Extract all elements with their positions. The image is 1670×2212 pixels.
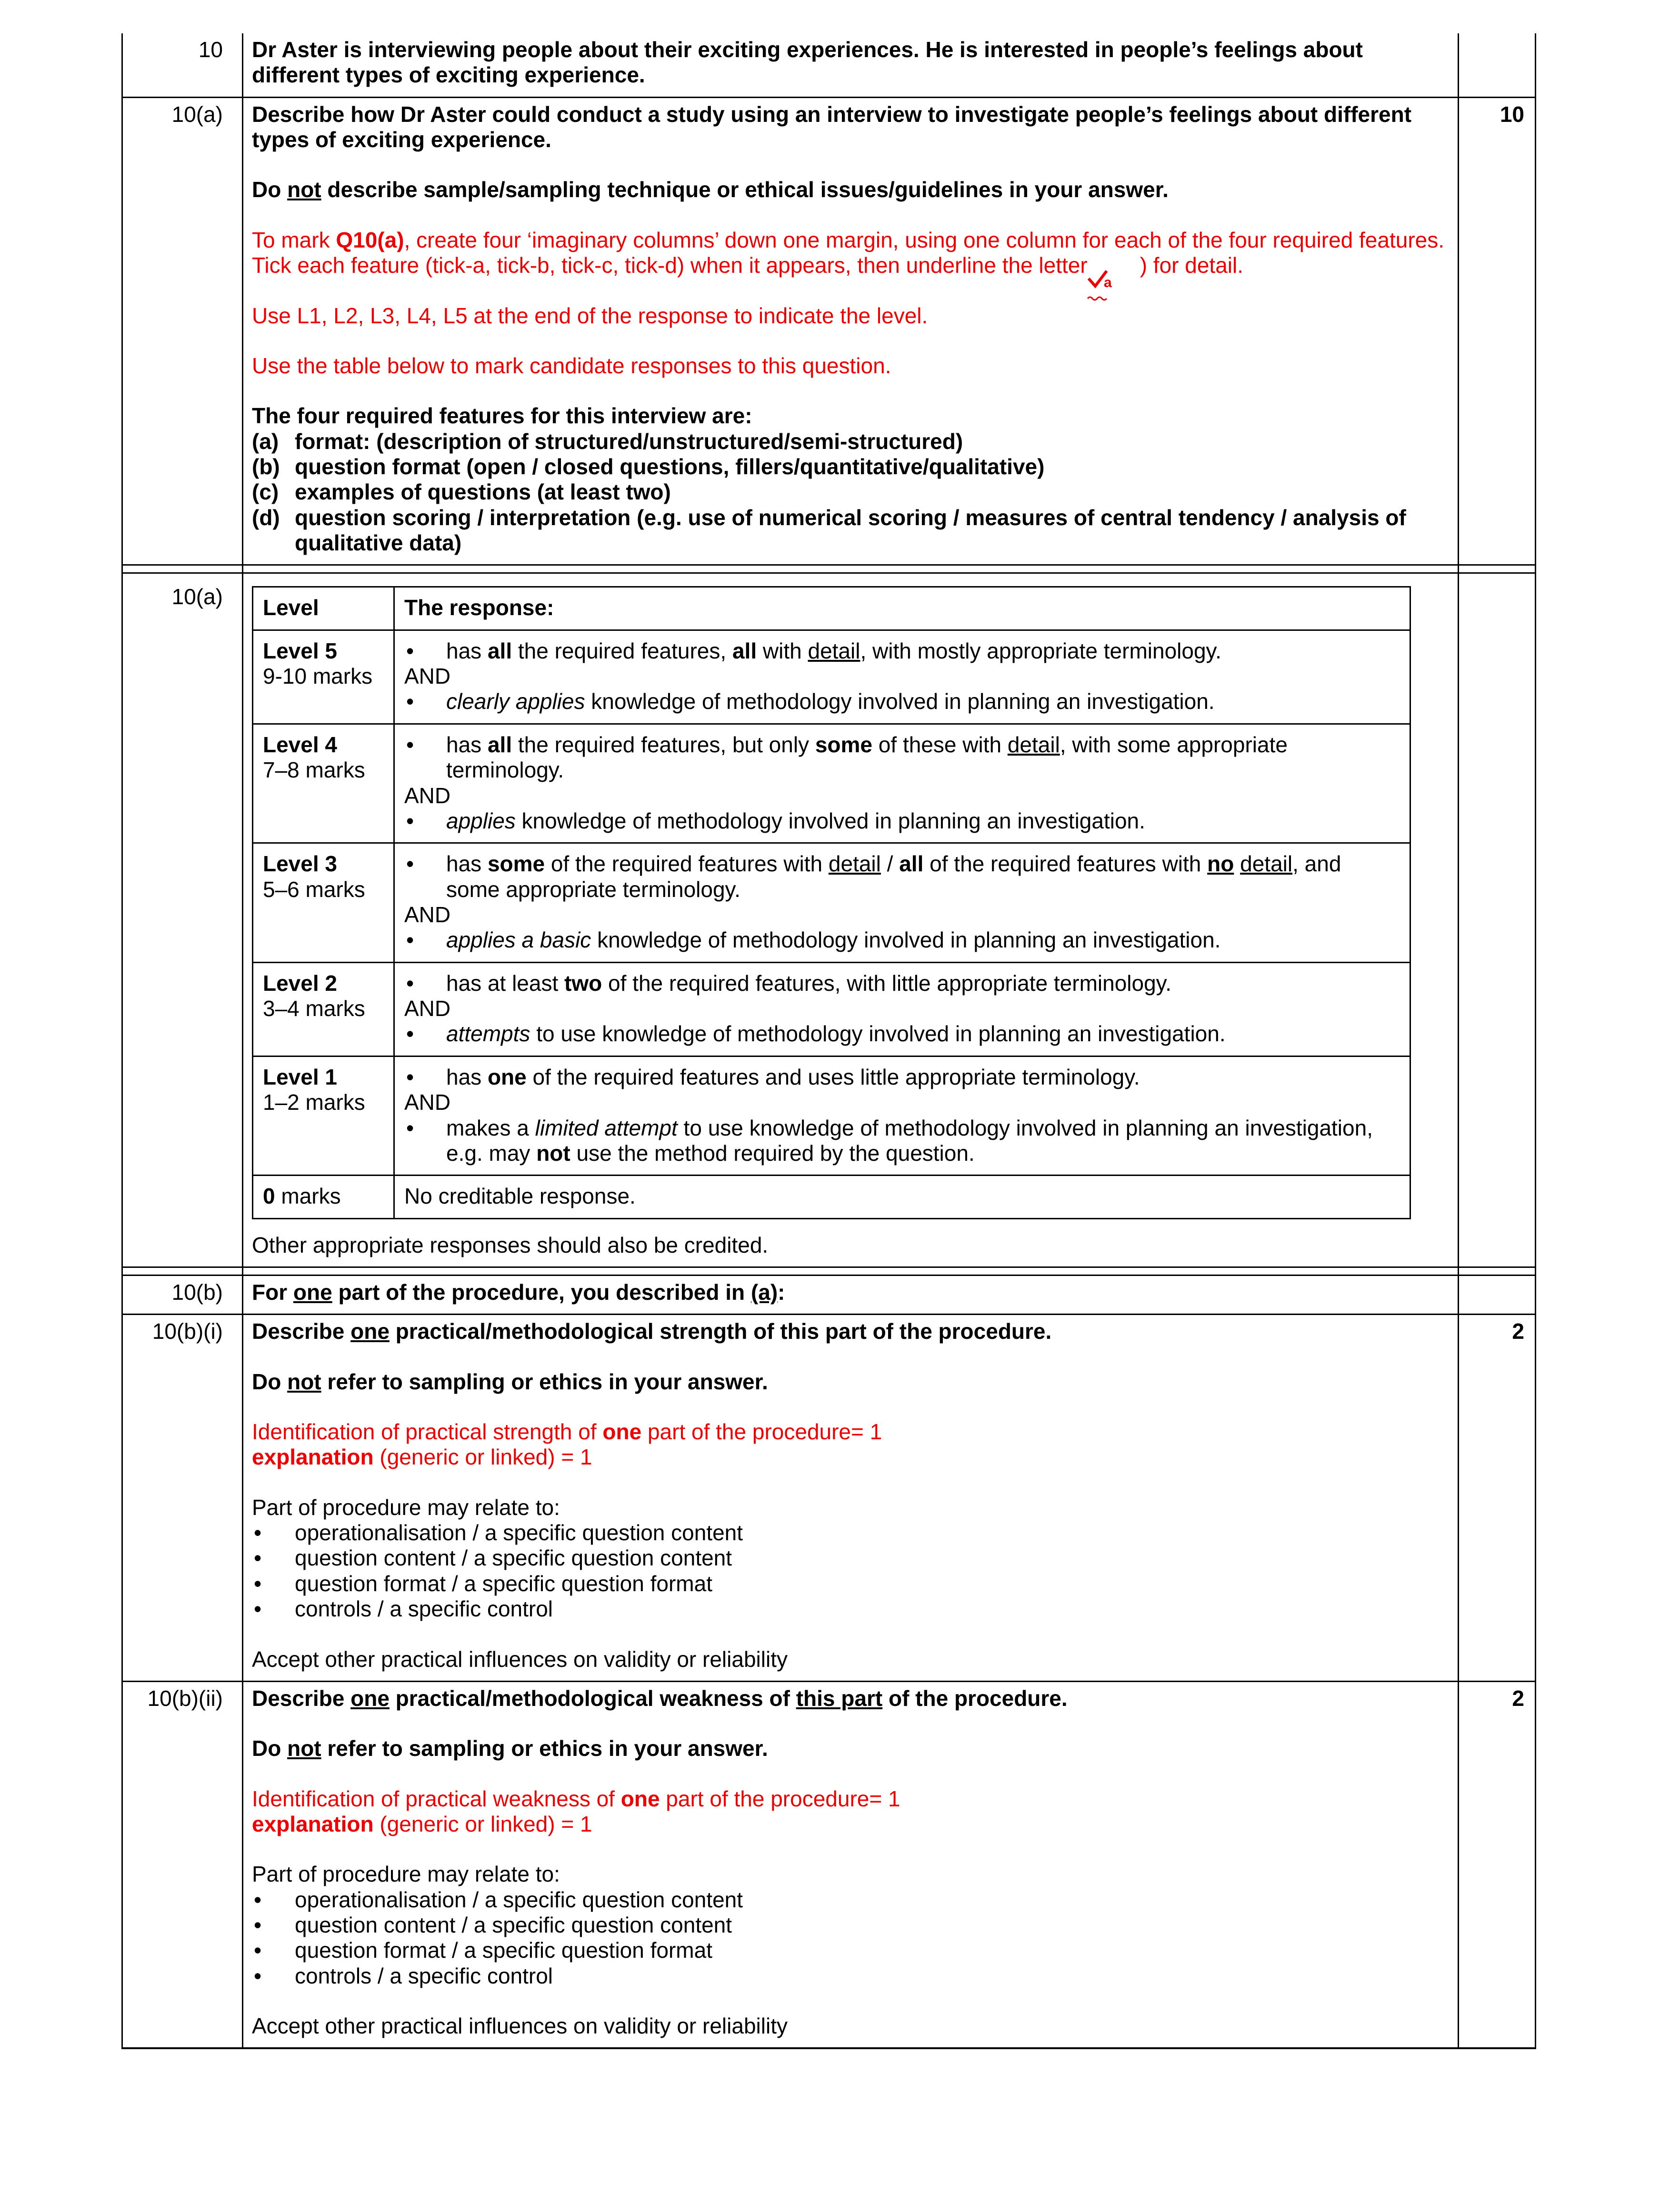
question-number: 10(a): [122, 97, 243, 565]
feature-item: (b) question format (open / closed questions, fillers/quantitative/qualitative): [252, 454, 1045, 479]
marks-cell: 2: [1459, 1681, 1536, 2048]
row-separator: [122, 565, 1536, 573]
row-separator: [122, 1267, 1536, 1275]
and-label: AND: [404, 996, 451, 1021]
procedure-parts-list: [252, 1520, 1449, 1622]
instruction-text: Do not describe sample/sampling technique or ethical issues/guidelines in your answer.: [252, 177, 1169, 202]
criterion: • applies knowledge of methodology involved in planning an investigation.: [404, 808, 1400, 834]
accept-note: Accept other practical influences on validity or reliability: [252, 2013, 788, 2039]
feature-item: (d) question scoring / interpretation (e.g. use of numerical scoring / measures of central tendency / analysis of qualitative data): [252, 505, 1406, 556]
zero-marks: 0: [263, 1184, 275, 1209]
level-0-row: 0 marks No creditable response.: [253, 1176, 1410, 1218]
question-10b-row: [122, 1275, 1536, 1314]
list-item: • controls / a specific control: [252, 1963, 1449, 1989]
list-item: • controls / a specific control: [252, 1596, 1449, 1622]
svg-text:a: a: [1103, 275, 1112, 291]
level-marks: 3–4 marks: [263, 996, 365, 1021]
mark-allocation: Identification of practical strength of one part of the procedure= 1 explanation (generic or linked) = 1: [252, 1419, 882, 1470]
question-10a-content: [243, 97, 1459, 565]
list-item: • question content / a specific question content: [252, 1913, 1449, 1938]
question-10b-text: For one part of the procedure, you described in (a):: [243, 1275, 1459, 1314]
marking-guidance-columns: To mark Q10(a), create four ‘imaginary columns’ down one margin, using one column for each of the four required features. Tick each feature (tick-a, tick-b, tick-c, tick-d) when it appears, then underline the letter a ) for detail.: [252, 228, 1449, 279]
level-2-row: [253, 962, 1410, 1056]
list-item: • question content / a specific question content: [252, 1545, 1449, 1571]
level-5-row: [253, 630, 1410, 724]
list-item: • question format / a specific question format: [252, 1938, 1449, 1963]
question-10a-row: [122, 97, 1536, 565]
features-heading: The four required features for this interview are:: [252, 403, 752, 428]
marks-cell: 2: [1459, 1315, 1536, 1682]
criterion: • has all the required features, but only some of these with detail, with some appropriate terminology.: [404, 732, 1400, 783]
marking-guidance-levels: Use L1, L2, L3, L4, L5 at the end of the response to indicate the level.: [252, 303, 928, 328]
criterion: • attempts to use knowledge of methodology involved in planning an investigation.: [404, 1021, 1400, 1046]
procedure-parts-list: [252, 1887, 1449, 1989]
level-marks: 7–8 marks: [263, 757, 365, 783]
question-10bi-content: [243, 1315, 1459, 1682]
question-number: 10(a): [122, 573, 243, 1267]
and-label: AND: [404, 664, 451, 689]
accept-note: Accept other practical influences on validity or reliability: [252, 1646, 788, 1672]
level-4-row: [253, 724, 1410, 843]
level-name: Level 4: [263, 732, 337, 757]
level-name: Level 1: [263, 1064, 337, 1089]
credit-note: Other appropriate responses should also be credited.: [252, 1232, 769, 1257]
marking-guidance-table: Use the table below to mark candidate responses to this question.: [252, 353, 891, 378]
level-name: Level 5: [263, 638, 337, 663]
zero-response: No creditable response.: [394, 1176, 1410, 1218]
criterion: • has one of the required features and uses little appropriate terminology.: [404, 1065, 1400, 1090]
relate-heading: Part of procedure may relate to:: [252, 1495, 560, 1520]
criterion: • has all the required features, all with detail, with mostly appropriate terminology.: [404, 638, 1400, 664]
question-10bi-row: [122, 1315, 1536, 1682]
level-descriptor-row: [122, 573, 1536, 1267]
list-item: • operationalisation / a specific question content: [252, 1520, 1449, 1545]
criterion: • applies a basic knowledge of methodology involved in planning an investigation.: [404, 927, 1400, 953]
question-10bii-content: [243, 1681, 1459, 2048]
question-stem: Dr Aster is interviewing people about their exciting experiences. He is interested in people’s feelings about different types of exciting experience.: [243, 33, 1459, 97]
marks-cell: [1459, 573, 1536, 1267]
criterion: • has at least two of the required features, with little appropriate terminology.: [404, 971, 1400, 996]
instruction-text: Do not refer to sampling or ethics in your answer.: [252, 1736, 768, 1761]
level-descriptor-content: [243, 573, 1459, 1267]
criterion: • makes a limited attempt to use knowledge of methodology involved in planning an investigation, e.g. may not use the method required by the question.: [404, 1116, 1400, 1166]
marks-cell: [1459, 33, 1536, 97]
and-label: AND: [404, 783, 451, 808]
levels-table: [252, 586, 1411, 1219]
header-response: The response:: [394, 587, 1410, 630]
question-text: Describe one practical/methodological strength of this part of the procedure.: [252, 1319, 1052, 1344]
level-name: Level 2: [263, 970, 337, 996]
question-number: 10: [122, 33, 243, 97]
level-marks: 1–2 marks: [263, 1090, 365, 1115]
and-label: AND: [404, 902, 451, 927]
and-label: AND: [404, 1090, 451, 1115]
level-name: Level 3: [263, 851, 337, 877]
mark-allocation: Identification of practical weakness of one part of the procedure= 1 explanation (generic or linked) = 1: [252, 1786, 900, 1836]
feature-item: (a) format: (description of structured/unstructured/semi-structured): [252, 428, 963, 454]
marks-cell: 10: [1459, 97, 1536, 565]
levels-table-header: [253, 587, 1410, 630]
instruction-text: Do not refer to sampling or ethics in your answer.: [252, 1369, 768, 1394]
question-10-row: [122, 33, 1536, 97]
question-10bii-row: [122, 1681, 1536, 2048]
list-item: • operationalisation / a specific question content: [252, 1887, 1449, 1913]
level-marks: 9-10 marks: [263, 664, 373, 689]
question-number: 10(b)(ii): [122, 1681, 243, 2048]
level-1-row: [253, 1056, 1410, 1175]
question-number: 10(b)(i): [122, 1315, 243, 1682]
level-marks: 5–6 marks: [263, 877, 365, 902]
question-text: Describe how Dr Aster could conduct a study using an interview to investigate people’s feelings about different types of exciting experience.: [252, 101, 1412, 152]
required-features-list: [252, 429, 1449, 556]
mark-scheme-table: [121, 33, 1536, 2049]
marks-cell: [1459, 1275, 1536, 1314]
question-number: 10(b): [122, 1275, 243, 1314]
feature-item: (c) examples of questions (at least two): [252, 479, 671, 505]
level-3-row: [253, 843, 1410, 962]
criterion: • has some of the required features with detail / all of the required features with no detail, and some appropriate terminology.: [404, 851, 1400, 902]
question-text: Describe one practical/methodological weakness of this part of the procedure.: [252, 1685, 1068, 1711]
relate-heading: Part of procedure may relate to:: [252, 1862, 560, 1887]
criterion: • clearly applies knowledge of methodology involved in planning an investigation.: [404, 689, 1400, 714]
list-item: • question format / a specific question format: [252, 1571, 1449, 1596]
header-level: Level: [253, 587, 394, 630]
